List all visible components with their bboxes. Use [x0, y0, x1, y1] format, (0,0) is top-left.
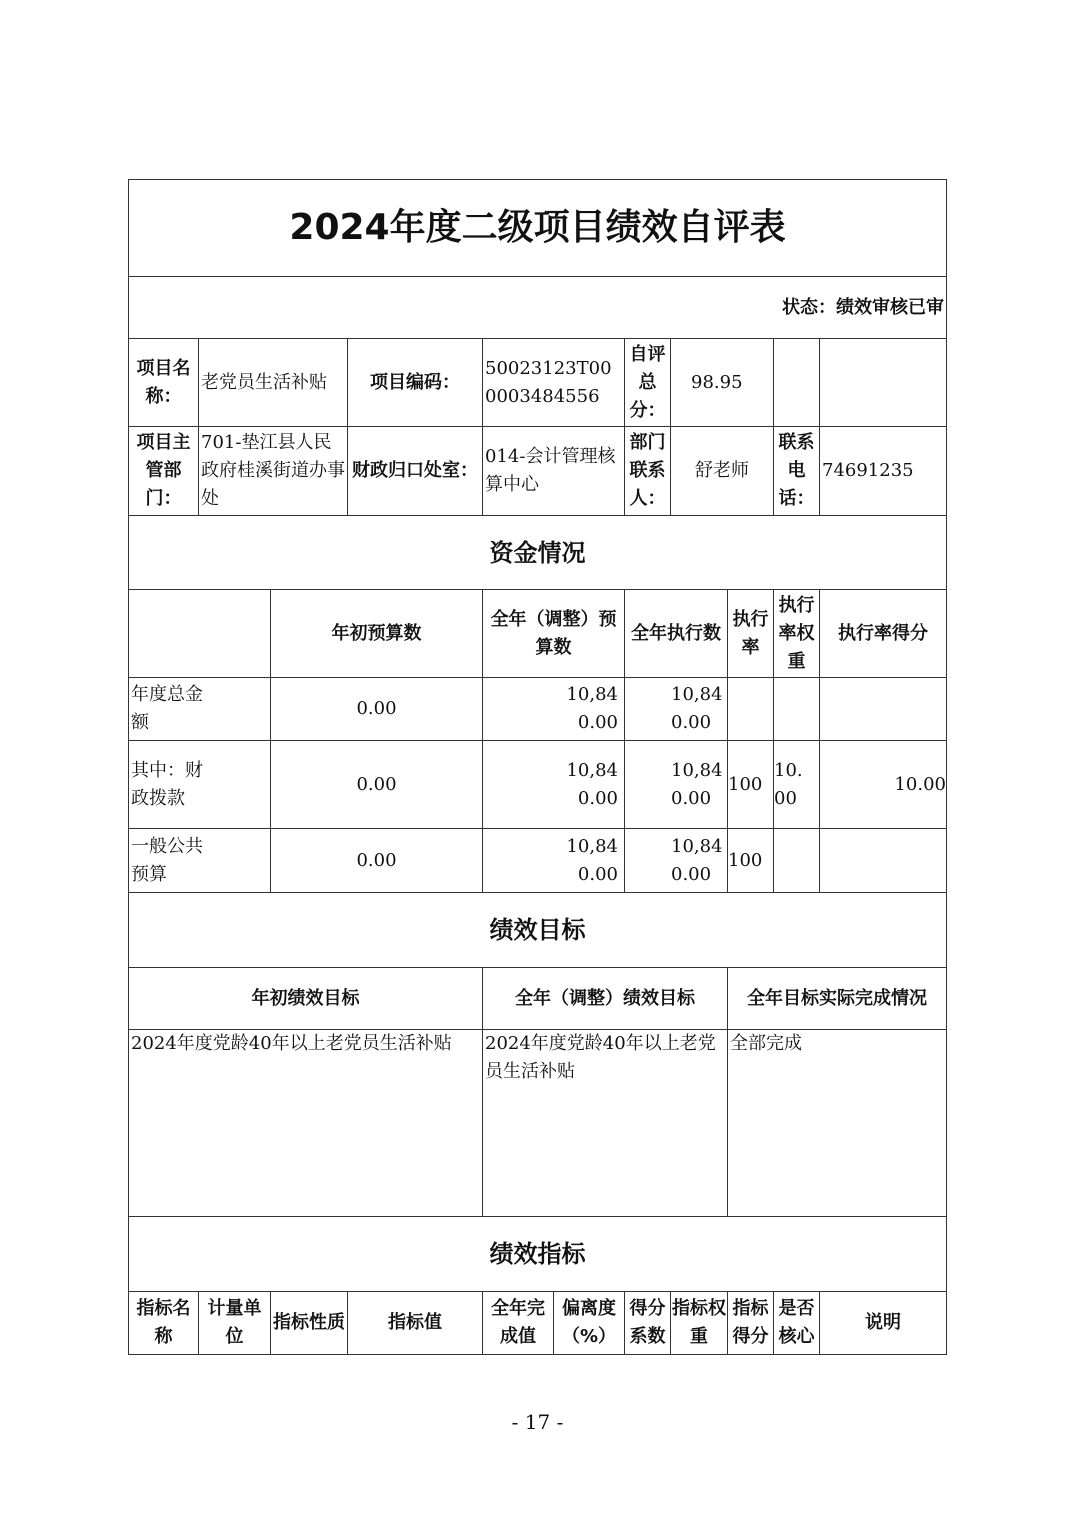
funds-header: 全年（调整）预算数 [482, 589, 625, 678]
funds-rate: 100 [727, 828, 774, 893]
project-code-label: 项目编码： [347, 338, 483, 427]
funds-header-blank [128, 589, 271, 678]
funds-score [819, 828, 947, 893]
indicator-header: 是否核心 [773, 1291, 820, 1355]
funds-initial: 0.00 [270, 677, 483, 741]
funds-adjusted: 10,840.00 [482, 677, 625, 741]
funds-weight [773, 828, 820, 893]
funds-header: 执行率得分 [819, 589, 947, 678]
funds-adjusted: 10,840.00 [482, 828, 625, 893]
goals-header: 全年（调整）绩效目标 [482, 967, 728, 1030]
self-score-value: 98.95 [670, 338, 774, 427]
funds-row-label: 其中：财政拨款 [128, 740, 271, 829]
self-score-label: 自评总分： [624, 338, 671, 427]
indicator-header: 指标得分 [727, 1291, 774, 1355]
funds-row-label: 一般公共预算 [128, 828, 271, 893]
funds-header: 年初预算数 [270, 589, 483, 678]
project-name-label: 项目名称： [128, 338, 199, 427]
indicator-header: 偏离度（%） [553, 1291, 625, 1355]
goal-initial: 2024年度党龄40年以上老党员生活补贴 [128, 1029, 483, 1217]
funds-rate [727, 677, 774, 741]
funds-executed: 10,840.00 [624, 828, 728, 893]
goals-header: 全年目标实际完成情况 [727, 967, 947, 1030]
funds-executed: 10,840.00 [624, 740, 728, 829]
table-title: 2024年度二级项目绩效自评表 [128, 179, 947, 277]
funds-header: 执行率权重 [773, 589, 820, 678]
funds-rate: 100 [727, 740, 774, 829]
indicator-header: 指标值 [347, 1291, 483, 1355]
funds-header: 执行率 [727, 589, 774, 678]
finance-office-value: 014-会计管理核算中心 [482, 426, 625, 516]
empty-cell [819, 338, 947, 427]
indicators-section-title: 绩效指标 [128, 1216, 947, 1292]
page-number: - 17 - [511, 1410, 564, 1434]
phone-value: 74691235 [819, 426, 947, 516]
indicator-header: 得分系数 [624, 1291, 671, 1355]
project-name-value: 老党员生活补贴 [198, 338, 348, 427]
funds-score [819, 677, 947, 741]
contact-label: 部门联系人： [624, 426, 671, 516]
funds-weight: 10.00 [773, 740, 820, 829]
contact-value: 舒老师 [670, 426, 774, 516]
funds-adjusted: 10,840.00 [482, 740, 625, 829]
funds-executed: 10,840.00 [624, 677, 728, 741]
dept-value: 701-垫江县人民政府桂溪街道办事处 [198, 426, 348, 516]
goal-adjusted: 2024年度党龄40年以上老党员生活补贴 [482, 1029, 728, 1217]
evaluation-table [128, 179, 947, 1355]
funds-score: 10.00 [819, 740, 947, 829]
indicator-header: 计量单位 [198, 1291, 271, 1355]
indicator-header: 说明 [819, 1291, 947, 1355]
funds-weight [773, 677, 820, 741]
empty-cell [773, 338, 820, 427]
dept-label: 项目主管部门： [128, 426, 199, 516]
project-code-value: 50023123T000003484556 [482, 338, 625, 427]
status-text: 状态：绩效审核已审 [128, 276, 947, 339]
phone-label: 联系电话： [773, 426, 820, 516]
funds-section-title: 资金情况 [128, 515, 947, 590]
funds-row-label: 年度总金额 [128, 677, 271, 741]
indicator-header: 指标性质 [270, 1291, 348, 1355]
goal-actual: 全部完成 [727, 1029, 947, 1217]
finance-office-label: 财政归口处室： [347, 426, 483, 516]
goals-header: 年初绩效目标 [128, 967, 483, 1030]
indicator-header: 全年完成值 [482, 1291, 554, 1355]
indicator-header: 指标权重 [670, 1291, 728, 1355]
goals-section-title: 绩效目标 [128, 892, 947, 968]
funds-initial: 0.00 [270, 740, 483, 829]
funds-initial: 0.00 [270, 828, 483, 893]
indicator-header: 指标名称 [128, 1291, 199, 1355]
funds-header: 全年执行数 [624, 589, 728, 678]
